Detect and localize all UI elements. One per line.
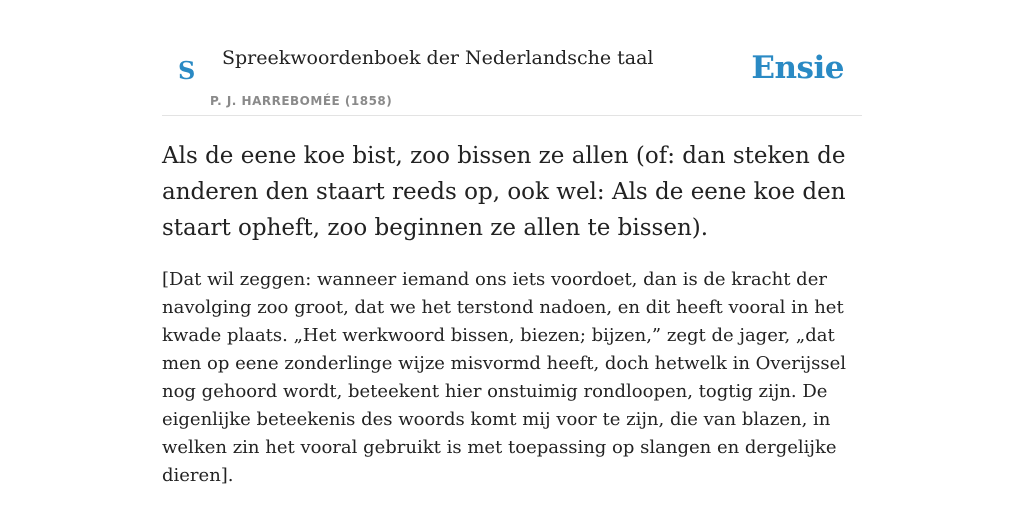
brand-logo[interactable]: Ensie bbox=[751, 50, 844, 86]
entry-body: [Dat wil zeggen: wanneer iemand ons iets voordoet, dan is de kracht der navolging zoo groot, dat we het terstond nadoen, en dit heeft vooral in het kwade plaats. „Het werkwoord bissen, biezen; bijzen,” zegt de jager, „dat men op eene zonderlinge wijze misvormd heeft, doch hetwelk in Overijssel nog gehoord wordt, beteekent hier onstuimig rondloopen, togtig zijn. De eigenlijke beteekenis des woords komt mij voor te zijn, die van blazen, in welken zin het vooral gebruikt is met toepassing op slangen en dergelijke dieren]. bbox=[162, 269, 847, 486]
entry-headword: Als de eene koe bist, zoo bissen ze allen (of: dan steken de anderen den staart reeds op, ook wel: Als de eene koe den staart opheft, zoo beginnen ze allen te bissen). bbox=[162, 143, 846, 241]
author-line: P. J. HARREBOMÉE (1858) bbox=[210, 94, 393, 108]
entry-card bbox=[162, 40, 862, 490]
entry-header bbox=[162, 40, 862, 116]
index-letter[interactable]: S bbox=[178, 56, 196, 85]
book-title[interactable]: Spreekwoordenboek der Nederlandsche taal bbox=[222, 47, 654, 69]
